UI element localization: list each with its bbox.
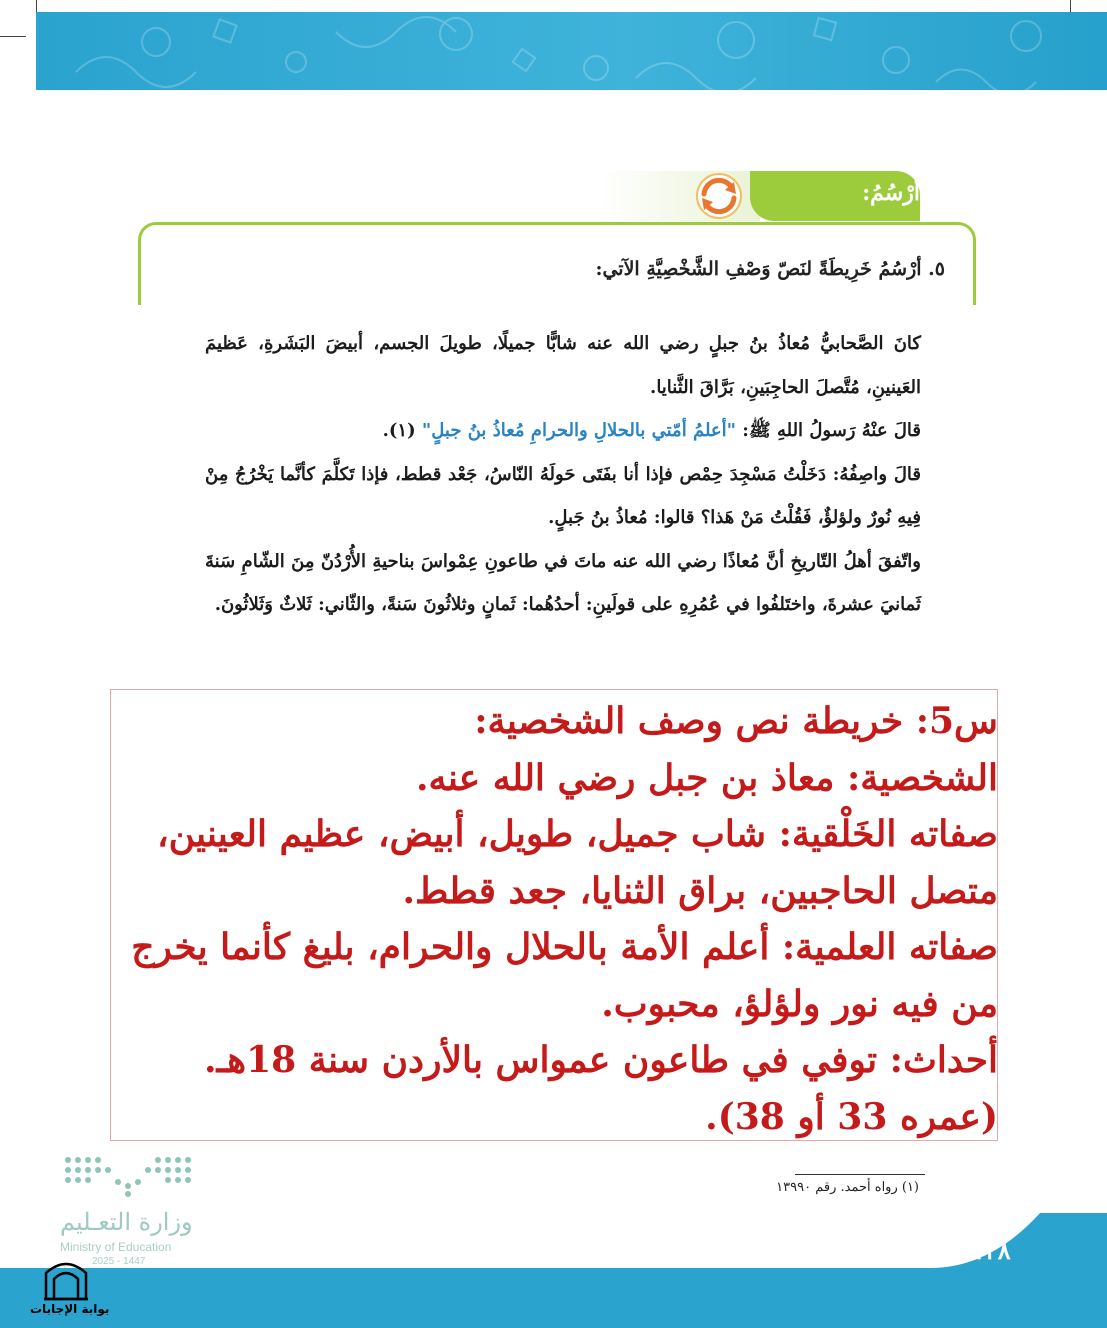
passage-paragraph: [205, 409, 921, 453]
footnote-divider: [795, 1174, 925, 1175]
ministry-year: 2025 - 1447: [92, 1256, 146, 1267]
gate-logo-icon: [42, 1255, 90, 1301]
hadith-intro: قالَ عنْهُ رَسولُ اللهِ ﷺ:: [736, 420, 921, 441]
answer-line: أحداث: توفي في طاعون عمواس بالأردن سنة 18هـ. (عمره 33 أو 38).: [204, 1039, 998, 1138]
hadith-footnote-ref: (١).: [382, 420, 422, 441]
answer-line: س5: خريطة نص وصف الشخصية:: [474, 700, 998, 742]
question-heading: ٥. أرْسُمُ خَرِيطَةً لنَصّ وَصْفِ الشَّخْصِيَّةِ الآتي:: [595, 258, 945, 280]
passage-paragraph: واتّفقَ أهلُ التّاريخِ أنَّ مُعاذًا رضي الله عنه ماتَ في طاعونِ عِمْواسَ بناحيةِ الأُرْدُنّ مِنَ الشّامِ سَنةَ ثَمانيَ عشرةَ، واختَلفُوا في عُمُرِهِ على قولَينِ: أحدُهُما: ثَمانٍ وثلاثُونَ سَنةً، والثّاني: ثَلاثٌ وَثَلاثُونَ.: [205, 550, 921, 615]
ministry-name-arabic: وزارة التعـليم: [60, 1208, 193, 1236]
answer-line: الشخصية: معاذ بن جبل رضي الله عنه.: [416, 756, 998, 799]
hadith-quote: "أعلمُ أمّتي بالحلالِ والحرامِ مُعاذُ بنُ جبلٍ": [421, 420, 737, 441]
top-banner: [36, 12, 1107, 90]
refresh-cycle-icon: [694, 172, 744, 220]
page-number: ١٢٨: [972, 1236, 1011, 1265]
ministry-logo-icon: [58, 1152, 198, 1202]
footnote: (١) رواه أحمد. رقم ١٣٩٩٠: [776, 1180, 919, 1195]
banner-pattern: [36, 12, 1107, 90]
answer-line: صفاته العلمية: أعلم الأمة بالحلال والحرام، بليغ كأنما يخرج من فيه نور ولؤلؤ، محبوب.: [131, 926, 998, 1025]
passage-paragraph: قالَ واصِفُهُ: دَخَلْتُ مَسْجِدَ حِمْص فإذا أنا بفَتَى حَولَهُ النّاسُ، جَعْد قطط، فإذا تَكلَّمَ كأنَّما يَخْرُجُ مِنْ فِيهِ نُورٌ ولؤلؤٌ، فَقُلْتُ مَنْ هَذا؟ قالوا: مُعاذُ بنُ جَبلٍ.: [205, 463, 921, 528]
crop-mark: [0, 36, 26, 37]
answer-text: [130, 693, 998, 1145]
portal-label: بوابة الإجابات: [30, 1302, 110, 1316]
answer-line: صفاته الخَلْقية: شاب جميل، طويل، أبيض، عظيم العينين، متصل الحاجبين، براق الثنايا، جعد قطط.: [157, 813, 998, 912]
reading-passage: [205, 322, 921, 627]
ministry-name-english: Ministry of Education: [60, 1240, 172, 1254]
passage-paragraph: كانَ الصَّحابيُّ مُعاذُ بنُ جبلٍ رضي الله عنه شابًّا جميلًا، طويلَ الجسم، أبيضَ البَشَرةِ، عَظيمَ العَينينِ، مُتَّصلَ الحاجِبَينِ، بَرَّاقَ الثَّنايا.: [205, 333, 921, 398]
section-header-label: أرْسُمُ:: [862, 180, 920, 206]
